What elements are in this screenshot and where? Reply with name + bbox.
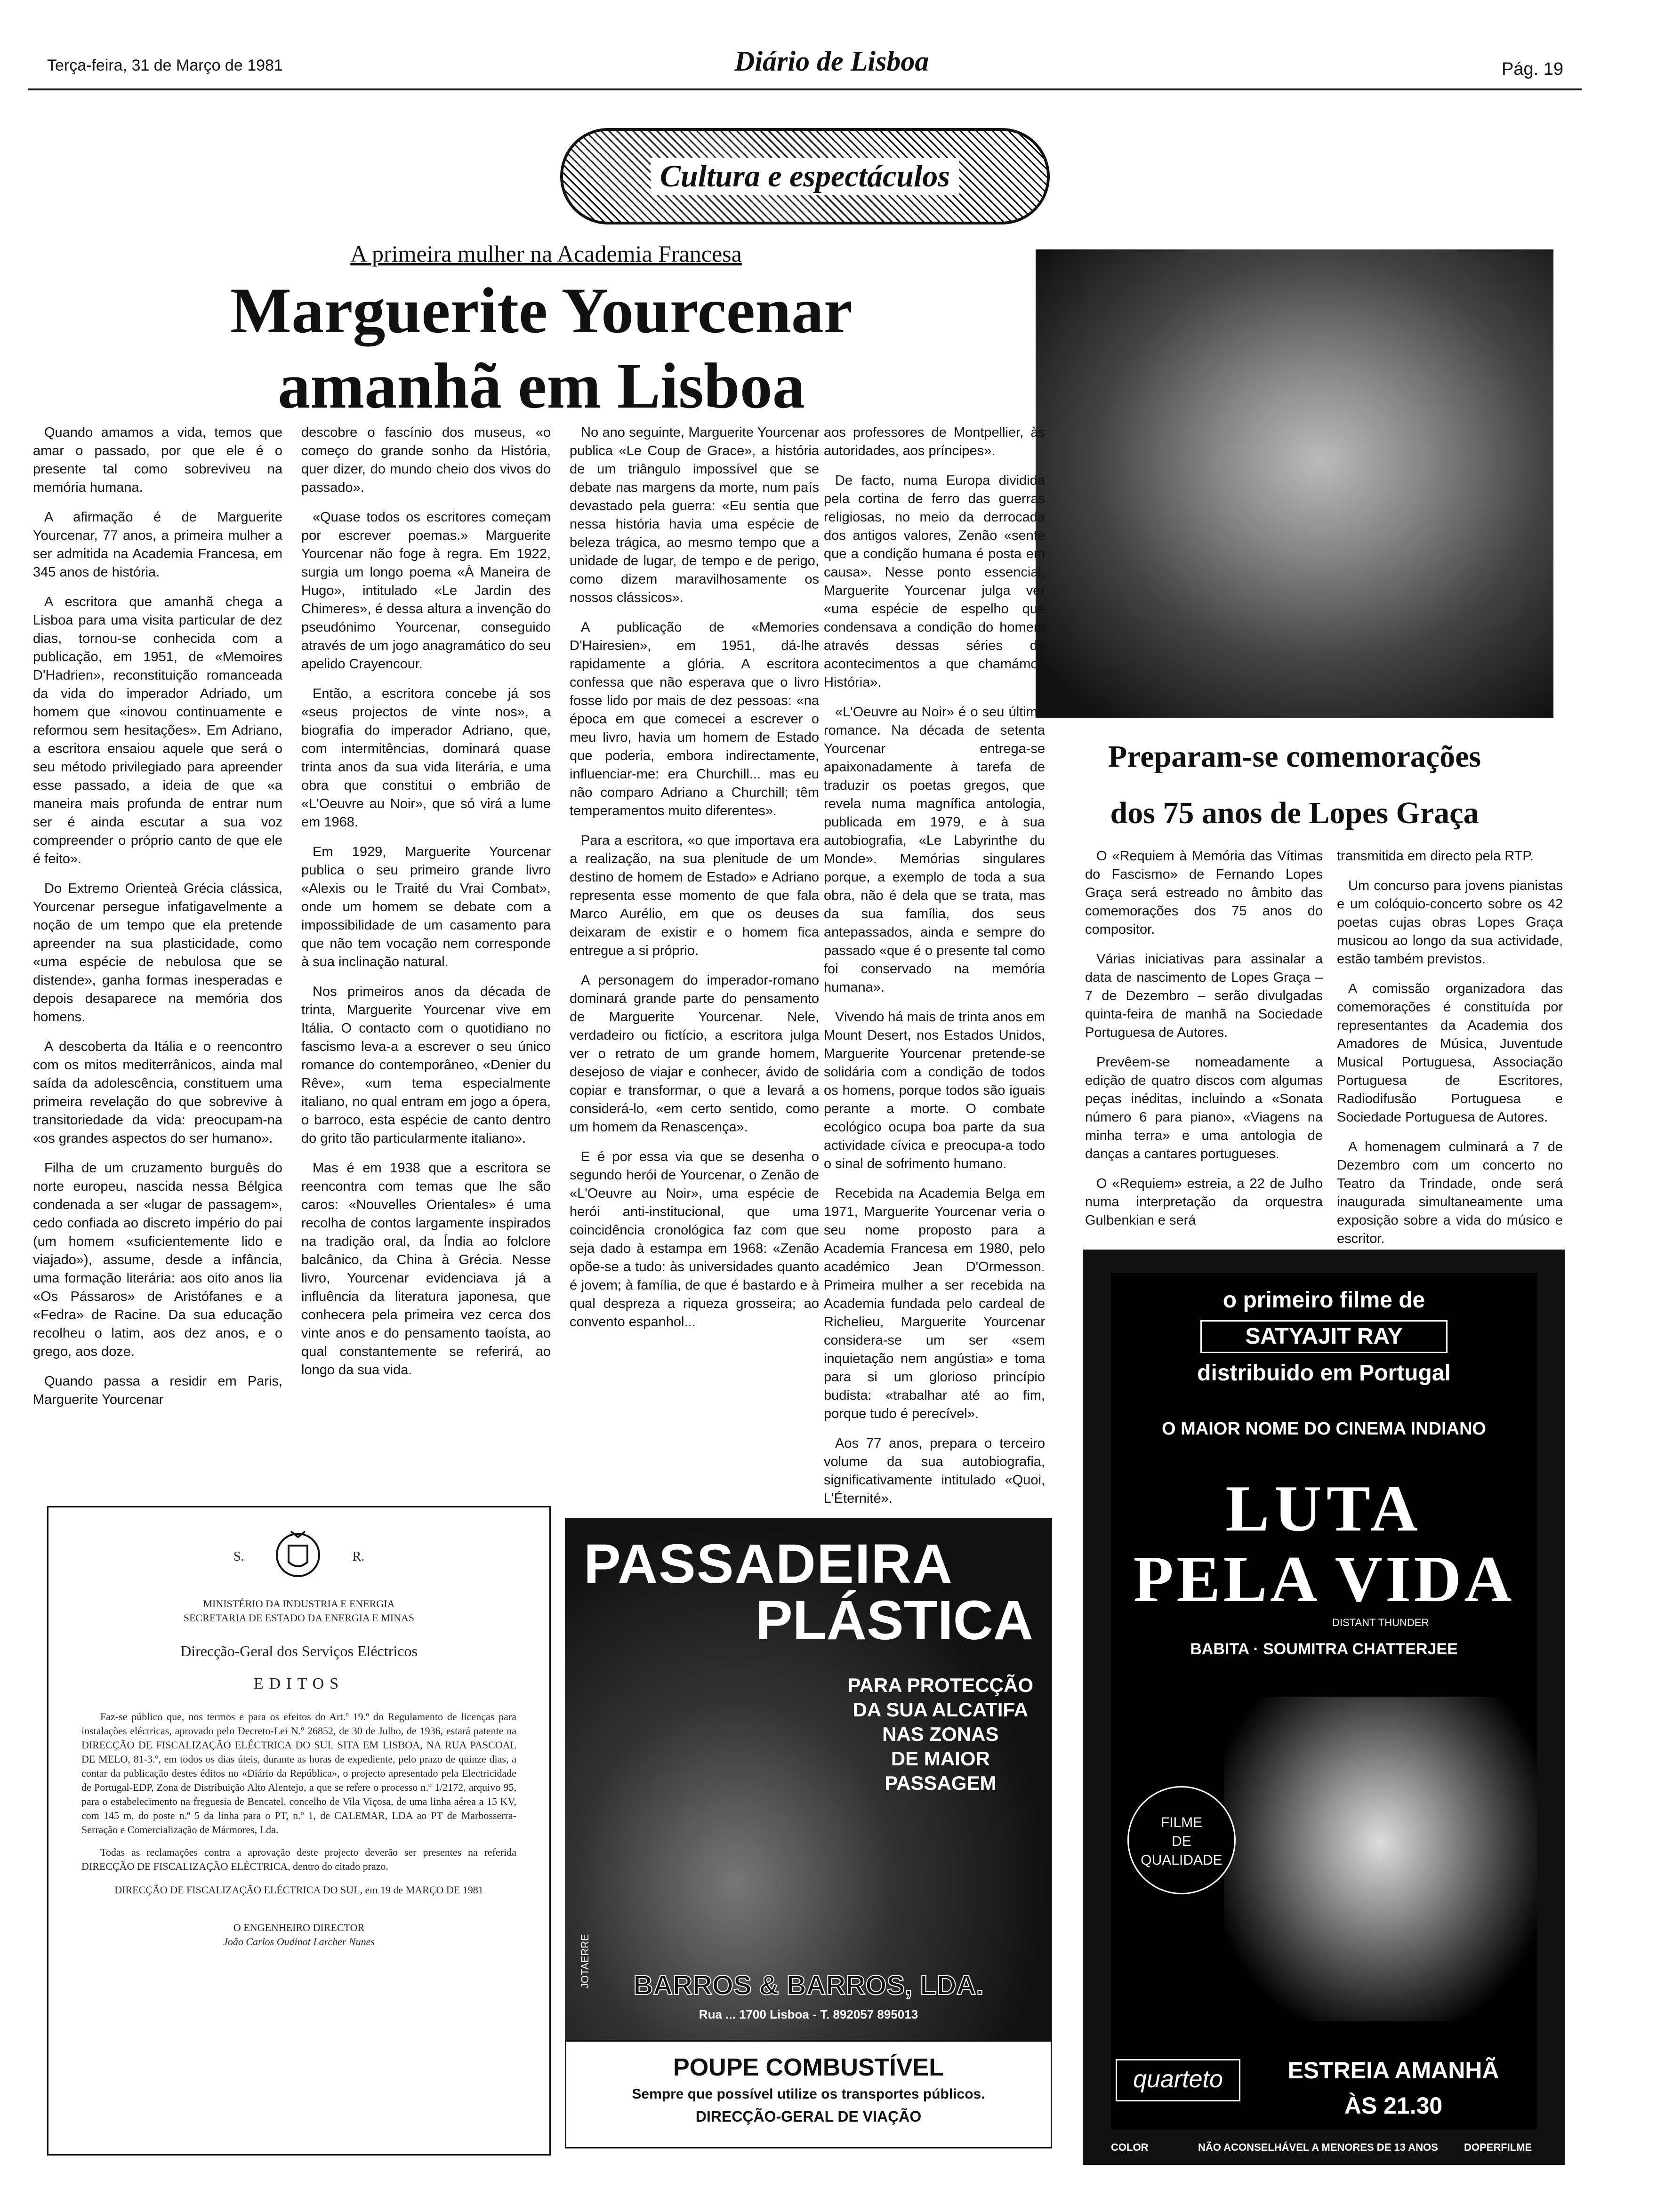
- paragraph: No ano seguinte, Marguerite Yourcenar publica «Le Coup de Grace», a história de um triângulo impossível que se debate nas margens da morte, num país devastado pela guerra: «Eu sentia que nessa história havia uma espécie de beleza trágica, ao mesmo tempo que a unidade de lugar, de tempo e de perigo, como dizem maravilhosamente os nossos clássicos».: [570, 425, 819, 605]
- ad-brand: BARROS & BARROS, LDA.: [633, 1970, 984, 2001]
- paragraph: Recebida na Academia Belga em 1971, Marguerite Yourcenar veria o seu nome proposto para a Academia Francesa em 1980, pelo académico Jean D'Ormesson. Primeira mulher a ser recebida na Academia fundada pelo cardeal de Richelieu, Marguerite Yourcenar considera-se um ser «sem inquietação nem angústia» e toma para si um glorioso princípio budista: «trabalhar até ao fim, porque tudo é perecível».: [824, 1186, 1045, 1421]
- paragraph: A personagem do imperador-romano dominará grande parte do pensamento de Marguerite Yourcenar. Nele, verdadeiro ou fictício, a escritora julga ver o retrato de um grande homem, desejoso de viajar e conhecer, ávido de copiar e transformar, o que a levará a considerá-lo, «em certo sentido, como um homem da Renascença».: [570, 973, 819, 1135]
- badge-line: FILME: [1160, 1815, 1203, 1830]
- coat-of-arms-icon: [272, 1527, 324, 1587]
- paragraph: descobre o fascínio dos museus, «o começo do grande sonho da História, quer dizer, do mundo cheio dos vivos do passado».: [301, 425, 551, 495]
- film-cast: BABITA · SOUMITRA CHATTERJEE: [1190, 1640, 1458, 1658]
- article-column-1: [33, 424, 282, 1420]
- article-column-3: [570, 424, 819, 1343]
- film-director: SATYAJIT RAY: [1200, 1320, 1448, 1353]
- film-line-1: o primeiro filme de: [1223, 1288, 1425, 1313]
- paragraph: E é por essa via que se desenha o segundo herói de Yourcenar, o Zenão de «L'Oeuvre au Noir», uma espécie de herói anti-institucional, que uma coincidência cronológica faz com que seja dado à estampa em 1968: «Zenão opõe-se a tudo: às universidades quanto é jovem; à família, de que é bastardo e à qual despreza a riqueza grosseira; ao convento espanhol...: [570, 1149, 819, 1330]
- paragraph: Filha de um cruzamento burguês do norte europeu, nascida nessa Bélgica condenada a ser «lugar de passagem», cedo confiada ao discreto império do pai (um homem «suficientemente lido e viajado»), assume, desde a infância, uma formação literária: aos oito anos lia «Os Pássaros» de Aristófanes e a «Fedra» de Racine. Da sua educação recolheu o latim, aos dez anos, e o grego, aos doze.: [33, 1161, 282, 1359]
- quality-badge: [1127, 1786, 1236, 1894]
- notice-paragraph: Todas as reclamações contra a aprovação deste projecto deverão ser presentes na referida DIRECÇÃO DE FISCALIZAÇÃO ELÉCTRICA, dentro do citado prazo.: [81, 1846, 516, 1872]
- film-tagline: O MAIOR NOME DO CINEMA INDIANO: [1162, 1419, 1486, 1439]
- ad-passadeira: [565, 1518, 1052, 2040]
- tagline-line: PARA PROTECÇÃO: [847, 1674, 1033, 1696]
- ad-tagline: [848, 1673, 1033, 1795]
- paragraph: Quando amamos a vida, temos que amar o passado, por que ele é o presente tal como sobreviveu na memória humana.: [33, 425, 282, 495]
- paragraph: O «Requiem» estreia, a 22 de Julho numa interpretação da orquestra Gulbenkian e será: [1085, 1176, 1323, 1228]
- department: Direcção-Geral dos Serviços Eléctricos: [180, 1643, 418, 1659]
- official-notice: [47, 1506, 551, 2156]
- paragraph: «Quase todos os escritores começam por escrever poemas.» Marguerite Yourcenar não foge à regra. Em 1922, surgia um longo poema «À Maneira de Hugo», intitulado «Le Jardin des Chimeres», é dessa altura a invenção do pseudónimo Yourcenar, conseguido através de um jogo anagramático do seu apelido Crayencour.: [301, 510, 551, 672]
- portrait-image: [1036, 249, 1553, 718]
- film-english-title: DISTANT THUNDER: [1332, 1617, 1429, 1628]
- seal-row: [81, 1526, 516, 1587]
- film-title-1: LUTA: [1225, 1472, 1423, 1545]
- ad-title-1: PASSADEIRA: [584, 1533, 953, 1595]
- tagline-line: DA SUA ALCATIFA: [853, 1699, 1029, 1721]
- film-still-photo: [1224, 1697, 1537, 2021]
- ad-title-2: PLÁSTICA: [756, 1589, 1033, 1651]
- engineer-name: João Carlos Oudinot Larcher Nunes: [223, 1936, 375, 1948]
- paragraph: A escritora que amanhã chega a Lisboa para uma visita particular de dez dias, tornou-se conhecida com a publicação, em 1951, de «Memoires D'Hadrien», reconstituição romanceada da vida do imperador Adriado, um homem que «inovou continuamente e reformou sem hesitações». Em Adriano, a escritora ensaiou aquele que será o seu método privilegiado para apreender esse passado, a ideia de que «a maneira mais profunda de entrar num ser é ainda escutar a sua voz compreender o próprio canto de que ele é feito».: [33, 594, 282, 866]
- section-banner: [560, 128, 1050, 224]
- header-rule: [28, 88, 1582, 90]
- badge-line: DE: [1172, 1834, 1191, 1849]
- paragraph: Para a escritora, «o que importava era a realização, na sua plenitude de um destino de homem de Estado» e Adriano representa esse momento de que fala Marco Aurélio, em que os deuses deixaram de existir e o homem fica entregue a si próprio.: [570, 833, 819, 958]
- vertical-credit: JOTAERRE: [579, 1934, 591, 1988]
- page-header: [19, 42, 1572, 87]
- headline-line-2: amanhã em Lisboa: [278, 350, 805, 422]
- paragraph: aos professores de Montpellier, às autoridades, aos príncipes».: [824, 425, 1045, 458]
- ad-combustivel-line: Sempre que possível utilize os transportes públicos.: [632, 2086, 985, 2102]
- photo-portrait: [1036, 249, 1553, 718]
- tagline-line: NAS ZONAS: [882, 1723, 999, 1745]
- article-column-2: [301, 424, 551, 1391]
- kicker: A primeira mulher na Academia Francesa: [350, 240, 742, 267]
- side-column-2: [1337, 847, 1563, 1259]
- seal-left-letter: S.: [233, 1549, 244, 1564]
- ad-film: [1083, 1250, 1565, 2165]
- paragraph: Quando passa a residir em Paris, Marguerite Yourcenar: [33, 1374, 282, 1407]
- ad-address: Rua ... 1700 Lisboa - T. 892057 895013: [699, 2007, 918, 2021]
- film-line-2: distribuido em Portugal: [1197, 1361, 1451, 1386]
- ministry-line-1: MINISTÉRIO DA INDUSTRIA E ENERGIA: [203, 1598, 395, 1610]
- tagline-line: DE MAIOR: [891, 1747, 990, 1770]
- header-date: Terça-feira, 31 de Março de 1981: [47, 56, 283, 74]
- page-number: Pág. 19: [1502, 59, 1563, 79]
- paragraph: A descoberta da Itália e o reencontro com os mitos mediterrânicos, ainda mal saída da adolescência, constituem uma primeira revelação do que sobrevive à transitoriedade da vida: preocupam-na «os grandes aspectos do ser humano».: [33, 1039, 282, 1146]
- paragraph: Então, a escritora concebe já sos «seus projectos de vinte nos», a biografia do imperador Adriano, que, com intermitências, dominará quase trinta anos da sua vida literária, e uma obra que constitui o embrião de «L'Oeuvre au Noir», que só virá a lume em 1968.: [301, 686, 551, 830]
- paragraph: Do Extremo Orienteà Grécia clássica, Yourcenar persegue infatigavelmente a noção de um tempo que ela pretende apreender na sua plasticidade, como «uma espécie de nebulosa que se distende», ganha formas inesperadas e depois desaparece na memória dos homens.: [33, 881, 282, 1025]
- cinema-logo: quarteto: [1116, 2059, 1240, 2101]
- ad-combustivel-org: DIRECÇÃO-GERAL DE VIAÇÃO: [695, 2108, 922, 2125]
- film-footer-right: DOPERFILME: [1464, 2141, 1532, 2153]
- paragraph: Nos primeiros anos da década de trinta, Marguerite Yourcenar vive em Itália. O contacto com o quotidiano no fascismo leva-a a escrever o seu único romance do contemporâneo, «Denier du Rêve», «um tema especialmente italiano, no qual entram em jogo a ópera, o barroco, esta espécie de canto dentro do grito tão particularmente italiano».: [301, 984, 551, 1146]
- seal-right-letter: R.: [352, 1549, 365, 1564]
- notice-signoff: DIRECÇÃO DE FISCALIZAÇÃO ELÉCTRICA DO SUL, em 19 de MARÇO DE 1981: [114, 1884, 483, 1896]
- ad-combustivel: [565, 2040, 1052, 2148]
- film-footer-left: COLOR: [1111, 2141, 1149, 2153]
- paragraph: «L'Oeuvre au Noir» é o seu último romance. Na década de setenta Yourcenar entrega-se apaixonadamente à tarefa de traduzir os poetas gregos, que revela numa magnífica antologia, publicada em 1979, e à sua autobiografia, «Le Labyrinthe du Monde». Memórias singulares porque, a exemplo de toda a sua obra, não é dela que se trata, mas da sua família, dos seus antepassados, ainda e sempre do passado «que é o presente tal como foi conservado na memória humana».: [824, 705, 1045, 995]
- ad-combustivel-title: POUPE COMBUSTÍVEL: [673, 2054, 944, 2081]
- side-column-1: [1085, 847, 1323, 1241]
- paragraph: De facto, numa Europa dividida pela cortina de ferro das guerras religiosas, no meio da derrocada dos antigos valores, Zenão «sente que a condição humana é posta em causa». Nesse ponto essencial, Marguerite Yourcenar julga ver «uma espécie de espelho que condensava a condição do homem através dessas séries de acontecimentos a que chamámos História».: [824, 473, 1045, 690]
- paragraph: Mas é em 1938 que a escritora se reencontra com temas que lhe são caros: «Nouvelles Orientales» é uma recolha de contos largamente inspirados na tradição oral, da Índia ao folclore balcânico, da China à Grécia. Nesse livro, Yourcenar evidenciava já a influência da literatura japonesa, que conhecera pela primeira vez cerca dos vinte anos e do pensamento taoísta, ao qual constantemente se referirá, ao longo da sua vida.: [301, 1161, 551, 1378]
- masthead: Diário de Lisboa: [734, 46, 929, 77]
- film-premiere: ESTREIA AMANHÃ: [1287, 2057, 1499, 2084]
- paragraph: A homenagem culminará a 7 de Dezembro com um concerto no Teatro da Trindade, onde será inaugurada simultaneamente uma exposição sobre a vida do músico e escritor.: [1337, 1139, 1563, 1246]
- tagline-line: PASSAGEM: [885, 1772, 997, 1794]
- engineer-title: O ENGENHEIRO DIRECTOR: [233, 1922, 365, 1933]
- paragraph: Vivendo há mais de trinta anos em Mount Desert, nos Estados Unidos, Marguerite Yourcenar pretende-se solidária com a condição de todos os homens, porque todos são iguais perante a morte. O combate ecológico ocupa boa parte da sua actividade cívica e preocupa-a todo o sinal de sofrimento humano.: [824, 1010, 1046, 1171]
- paragraph: O «Requiem à Memória das Vítimas do Fascismo» de Fernando Lopes Graça será estreado no âmbito das comemorações dos 75 anos do compositor.: [1085, 849, 1323, 937]
- headline-line-1: Marguerite Yourcenar: [230, 274, 853, 346]
- paragraph: Prevêem-se nomeadamente a edição de quatro discos com algumas peças inéditas, incluindo a «Sonata número 6 para piano», «Viagens na minha terra» e uma antologia de danças a cantares portugueses.: [1085, 1055, 1323, 1162]
- paragraph: A comissão organizadora das comemorações é constituída por representantes da Academia dos Amadores de Música, Juventude Musical Portuguesa, Associação Portuguesa de Escritores, Radiodifusão Portuguesa e Sociedade Portuguesa de Autores.: [1337, 981, 1563, 1125]
- paragraph: Aos 77 anos, prepara o terceiro volume da sua autobiografia, significativamente intitulado «Quoi, L'Éternité».: [824, 1436, 1045, 1506]
- paragraph: A publicação de «Memories D'Hairesien», em 1951, dá-lhe rapidamente a glória. A escritora confessa que não esperava que o livro fosse lido por mais de dez pessoas: «na época em que comecei a escrever o meu livro, havia um homem de Estado que poderia, embora indirectamente, influenciar-me: era Churchill... mas eu não comparo Adriano a Churchill; têm temperamentos muito diferentes».: [570, 620, 819, 818]
- section-title: Cultura e espectáculos: [651, 158, 959, 195]
- film-title-2: PELA VIDA: [1133, 1543, 1515, 1616]
- film-time: ÀS 21.30: [1344, 2092, 1443, 2119]
- side-headline-2: dos 75 anos de Lopes Graça: [1110, 796, 1479, 830]
- paragraph: transmitida em directo pela RTP.: [1337, 849, 1534, 864]
- notice-paragraph: Faz-se público que, nos termos e para os efeitos do Art.º 19.º do Regulamento de licenças para instalações eléctricas, aprovado pelo Decreto-Lei N.º 26852, de 30 de Julho, de 1936, estará patente na DIRECÇÃO DE FISCALIZAÇÃO ELÉCTRICA DO SUL SITA EM LISBOA, NA RUA PASCOAL DE MELO, 81-3.º, em todos os dias úteis, durante as horas de expediente, pelo prazo de quinze dias, a contar da publicação destes éditos no «Diário da República», o projecto apresentado pela Electricidade de Portugal-EDP, Zona de Distribuição Alto Alentejo, a que se refere o processo n.º 1/2172, arquivo 95, para o estabelecimento na freguesia de Bencatel, concelho de Vila Viçosa, de uma linha aérea a 15 KV, com 145 m, do poste n.º 5 da linha para o PT, n.º 1, de CALEMAR, LDA ao PT de Marbosserra-Serração e Comercialização de Mármores, Lda.: [81, 1711, 516, 1835]
- badge-line: QUALIDADE: [1141, 1852, 1223, 1868]
- ministry-line-2: SECRETARIA DE ESTADO DA ENERGIA E MINAS: [183, 1612, 415, 1624]
- film-footer-mid: NÃO ACONSELHÁVEL A MENORES DE 13 ANOS: [1198, 2141, 1438, 2153]
- paragraph: Em 1929, Marguerite Yourcenar publica o seu primeiro grande livro «Alexis ou le Traité du Vrai Combat», onde um homem se debate com a impossibilidade de um casamento para que não tem vocação nem corresponde à sua inclinação natural.: [301, 844, 551, 970]
- side-headline-1: Preparam-se comemorações: [1108, 739, 1481, 774]
- paragraph: A afirmação é de Marguerite Yourcenar, 77 anos, a primeira mulher a ser admitida na Academia Francesa, em 345 anos de história.: [33, 510, 282, 580]
- paragraph: Um concurso para jovens pianistas e um colóquio-concerto sobre os 42 poetas cujas obras Lopes Graça musicou ao longo da sua actividade, estão também previstos.: [1337, 878, 1563, 967]
- notice-title: EDITOS: [253, 1675, 345, 1692]
- paragraph: Várias iniciativas para assinalar a data de nascimento de Lopes Graça – 7 de Dezembro – serão divulgadas quinta-feira de manhã na Sociedade Portuguesa de Autores.: [1085, 952, 1323, 1040]
- article-column-4: [824, 424, 1045, 1538]
